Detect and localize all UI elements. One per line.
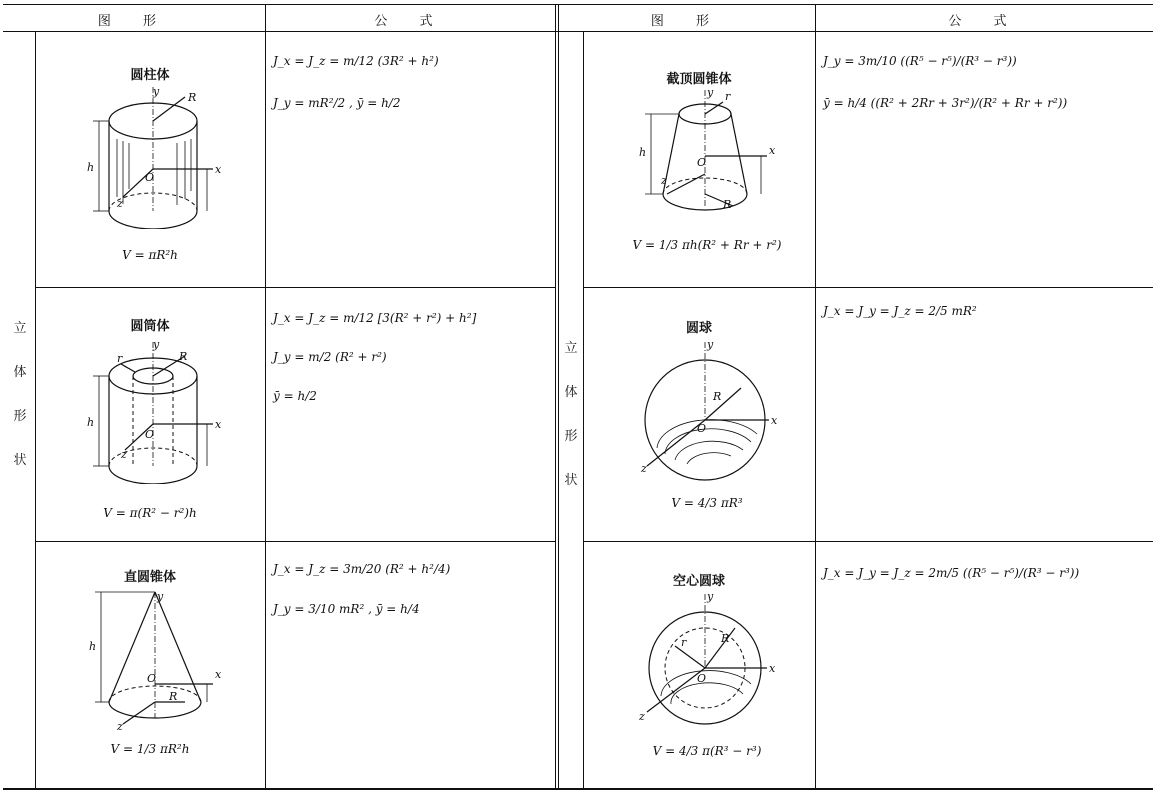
sphere-title: 圆球 [685, 321, 712, 336]
dim-label: R [179, 350, 188, 363]
axis-label: x [769, 144, 776, 157]
axis-label: y [157, 590, 164, 603]
row-divider-right-1 [583, 287, 1153, 288]
axis-label: y [707, 86, 714, 99]
group-label-char: 立 [13, 321, 27, 336]
axis-label: z [117, 197, 123, 210]
axis-label: x [215, 668, 222, 681]
group-label-char: 体 [564, 385, 578, 400]
cone-volume: V = 1/3 πR²h [110, 742, 190, 756]
origin-label: O [145, 171, 155, 184]
axis-label: x [215, 163, 222, 176]
header-formula-left: 公 式 [374, 14, 447, 29]
cone-title: 直圆锥体 [123, 570, 176, 585]
group-label-char: 形 [13, 409, 27, 424]
header-figure-left: 图 形 [97, 14, 171, 29]
origin-label: O [145, 428, 155, 441]
axis-label: y [153, 338, 160, 351]
group-label-right [559, 342, 583, 518]
origin-label: O [147, 672, 157, 685]
origin-label: O [697, 422, 707, 435]
row-divider-left-1 [35, 287, 555, 288]
header-formula-right: 公 式 [948, 14, 1021, 29]
dim-label: r [117, 352, 123, 365]
header-bottom-border [3, 31, 1153, 32]
hollow-sphere-diagram [627, 586, 797, 736]
dim-label: h [89, 640, 97, 653]
table-center-double-1 [555, 4, 556, 789]
group-label-left [5, 322, 35, 498]
axis-label: z [641, 462, 647, 475]
cone-diagram [73, 584, 233, 734]
cone-formula-2: J_y = 3/10 mR² , ȳ = h/4 [273, 602, 420, 616]
frustum-formula-2: ȳ = h/4 ((R² + 2Rr + 3r²)/(R² + Rr + r²)) [823, 96, 1068, 110]
cylinder-diagram [73, 79, 233, 229]
axis-label: y [707, 338, 714, 351]
axis-label: z [117, 720, 123, 733]
table-bottom-border [3, 788, 1153, 790]
axis-label: y [707, 590, 714, 603]
header-figure-right: 图 形 [650, 14, 724, 29]
frustum-diagram [627, 84, 797, 224]
sphere-volume: V = 4/3 πR³ [671, 496, 743, 510]
dim-label: R [188, 91, 197, 104]
cylinder-formula-2: J_y = mR²/2 , ȳ = h/2 [273, 96, 401, 110]
figure-formula-border-left [265, 4, 266, 789]
frustum-formula-1: J_y = 3m/10 ((R⁵ − r⁵)/(R³ − r³)) [823, 54, 1017, 68]
formula-table [3, 4, 1153, 790]
dim-label: R [169, 690, 178, 703]
hollow-sphere-title: 空心圆球 [672, 574, 725, 589]
group-label-char: 状 [13, 453, 27, 468]
tube-formula-3: ȳ = h/2 [273, 389, 317, 403]
axis-label: x [215, 418, 222, 431]
cone-formula-1: J_x = J_z = 3m/20 (R² + h²/4) [273, 562, 451, 576]
hollow-sphere-volume: V = 4/3 π(R³ − r³) [652, 744, 762, 758]
cylinder-volume: V = πR²h [122, 248, 178, 262]
frustum-volume: V = 1/3 πh(R² + Rr + r²) [632, 238, 782, 252]
group-col-border-right [583, 31, 584, 789]
axis-label: z [661, 174, 667, 187]
tube-volume: V = π(R² − r²)h [103, 506, 197, 520]
dim-label: r [681, 636, 687, 649]
tube-title: 圆筒体 [130, 319, 170, 334]
group-label-char: 立 [564, 341, 578, 356]
dim-label: h [87, 416, 95, 429]
table-top-border [3, 4, 1153, 5]
row-divider-right-2 [583, 541, 1153, 542]
sphere-diagram [627, 334, 797, 494]
origin-label: O [697, 156, 707, 169]
origin-label: O [697, 672, 707, 685]
dim-label: R [723, 198, 732, 211]
axis-label: x [769, 662, 776, 675]
group-label-char: 形 [564, 429, 578, 444]
hollow-sphere-formula-1: J_x = J_y = J_z = 2m/5 ((R⁵ − r⁵)/(R³ − r³)) [823, 566, 1080, 580]
dim-label: R [713, 390, 722, 403]
cylinder-title: 圆柱体 [130, 68, 170, 83]
figure-formula-border-right [815, 4, 816, 789]
axis-label: z [639, 710, 645, 723]
group-col-border-left [35, 31, 36, 789]
group-label-char: 状 [564, 473, 578, 488]
tube-formula-1: J_x = J_z = m/12 [3(R² + r²) + h²] [273, 311, 477, 325]
group-label-char: 体 [13, 365, 27, 380]
dim-label: h [87, 161, 95, 174]
dim-label: R [721, 632, 730, 645]
tube-diagram [73, 334, 233, 484]
axis-label: z [121, 448, 127, 461]
cylinder-formula-1: J_x = J_z = m/12 (3R² + h²) [273, 54, 439, 68]
dim-label: r [725, 90, 731, 103]
frustum-title: 截顶圆锥体 [666, 72, 732, 87]
axis-label: x [771, 414, 778, 427]
row-divider-left-2 [35, 541, 555, 542]
sphere-formula-1: J_x = J_y = J_z = 2/5 mR² [823, 304, 977, 318]
dim-label: h [639, 146, 647, 159]
tube-formula-2: J_y = m/2 (R² + r²) [273, 350, 387, 364]
axis-label: y [153, 85, 160, 98]
